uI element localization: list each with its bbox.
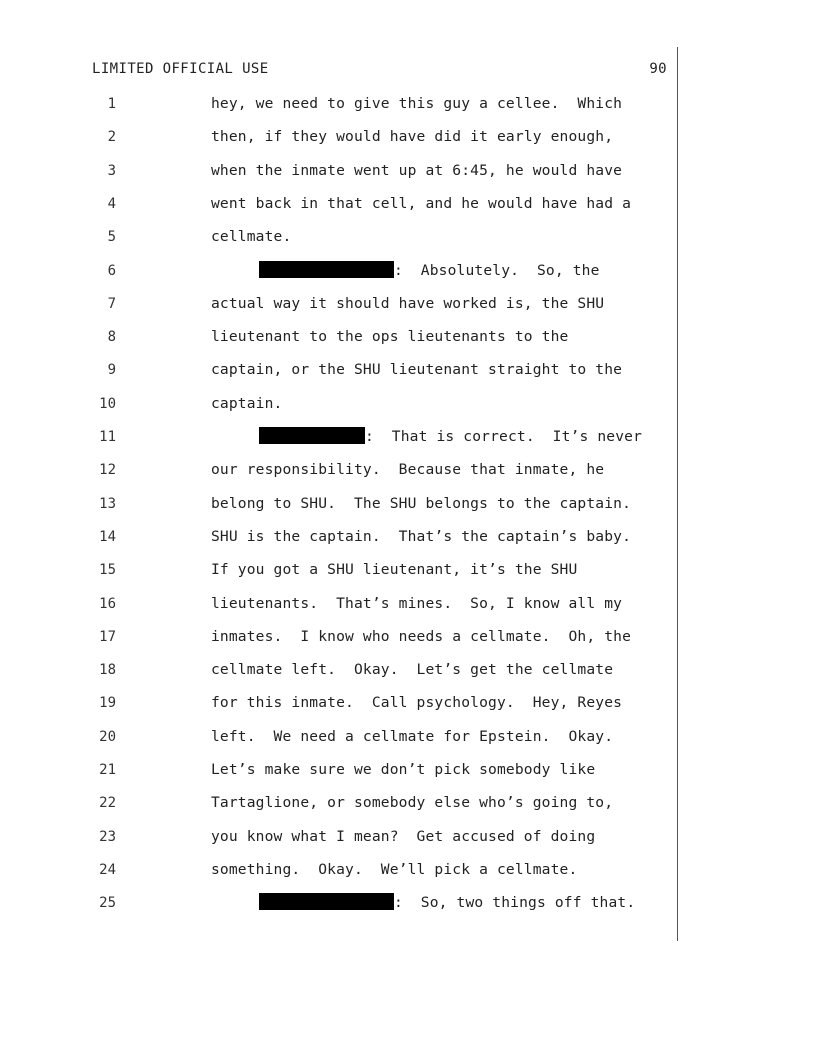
line-number: 18 [99, 662, 116, 679]
line-text: our responsibility. Because that inmate, he [211, 461, 605, 479]
line-number: 15 [99, 562, 116, 579]
transcript-line [0, 393, 816, 415]
line-text: captain, or the SHU lieutenant straight to the [211, 361, 623, 379]
transcript-line [0, 126, 816, 148]
line-number: 10 [99, 395, 116, 412]
line-number: 23 [99, 828, 116, 845]
line-text: captain. [211, 394, 283, 412]
transcript-line [0, 93, 816, 115]
line-text: inmates. I know who needs a cellmate. Oh, the [211, 627, 632, 645]
transcript-line [0, 759, 816, 781]
line-number: 3 [107, 162, 116, 179]
transcript-line [0, 326, 816, 348]
line-number: 8 [107, 329, 116, 346]
line-text: for this inmate. Call psychology. Hey, Reyes [211, 694, 623, 712]
line-text: Tartaglione, or somebody else who’s going to, [211, 794, 614, 812]
line-text: : That is correct. It’s never [365, 428, 643, 445]
transcript-line [0, 559, 816, 581]
transcript-line [0, 459, 816, 481]
classification-label: LIMITED OFFICIAL USE [92, 61, 269, 77]
transcript-line [0, 160, 816, 182]
line-number: 19 [99, 695, 116, 712]
transcript-line [0, 426, 816, 448]
line-text: Let’s make sure we don’t pick somebody like [211, 761, 596, 778]
transcript-line [0, 526, 816, 548]
line-text: you know what I mean? Get accused of doing [211, 827, 596, 845]
transcript-line [0, 359, 816, 381]
line-text: cellmate. [211, 228, 292, 246]
transcript-line [0, 260, 816, 282]
line-number: 14 [99, 528, 116, 545]
line-text: went back in that cell, and he would have had a [211, 194, 632, 212]
line-number: 2 [107, 129, 116, 146]
line-number: 12 [99, 462, 116, 479]
line-text: belong to SHU. The SHU belongs to the captain. [211, 494, 632, 512]
line-number: 20 [99, 728, 116, 745]
line-number: 7 [107, 295, 116, 312]
line-number: 22 [99, 795, 116, 812]
transcript-line [0, 226, 816, 248]
transcript-line [0, 826, 816, 848]
transcript-line [0, 626, 816, 648]
transcript-line [0, 792, 816, 814]
transcript-line [0, 493, 816, 515]
line-number: 24 [99, 861, 116, 878]
speaker-line [259, 892, 635, 914]
line-number: 4 [107, 195, 116, 212]
line-text: lieutenants. That’s mines. So, I know all my [211, 594, 623, 612]
transcript-line [0, 193, 816, 215]
line-number: 25 [99, 895, 116, 912]
line-number: 16 [99, 595, 116, 612]
line-text: If you got a SHU lieutenant, it’s the SHU [211, 561, 578, 579]
transcript-line [0, 593, 816, 615]
line-number: 13 [99, 495, 116, 512]
transcript-line [0, 726, 816, 748]
line-number: 21 [99, 762, 116, 778]
line-number: 9 [107, 362, 116, 379]
line-number: 1 [107, 96, 116, 112]
transcript-line [0, 659, 816, 681]
transcript-line [0, 293, 816, 315]
line-text: something. Okay. We’ll pick a cellmate. [211, 860, 578, 878]
page-header [92, 61, 667, 81]
line-text: cellmate left. Okay. Let’s get the cellmate [211, 661, 614, 679]
redaction-block [259, 427, 365, 444]
line-number: 17 [99, 628, 116, 645]
redaction-block [259, 893, 394, 910]
line-number: 6 [107, 262, 116, 279]
line-number: 5 [107, 229, 116, 246]
line-text: : Absolutely. So, the [394, 261, 600, 279]
transcript-line [0, 892, 816, 914]
line-number: 11 [99, 429, 116, 445]
transcript-line [0, 859, 816, 881]
line-text: left. We need a cellmate for Epstein. Okay. [211, 727, 614, 745]
speaker-line [259, 260, 600, 282]
line-text: SHU is the captain. That’s the captain’s baby. [211, 527, 632, 545]
transcript-line [0, 692, 816, 714]
speaker-line [259, 426, 642, 448]
line-text: then, if they would have did it early enough, [211, 128, 614, 146]
line-text: : So, two things off that. [394, 894, 636, 912]
page-number: 90 [649, 61, 667, 77]
redaction-block [259, 261, 394, 278]
line-text: hey, we need to give this guy a cellee. Which [211, 95, 623, 112]
line-text: actual way it should have worked is, the SHU [211, 294, 605, 312]
line-text: lieutenant to the ops lieutenants to the [211, 328, 569, 346]
line-text: when the inmate went up at 6:45, he would have [211, 161, 623, 179]
